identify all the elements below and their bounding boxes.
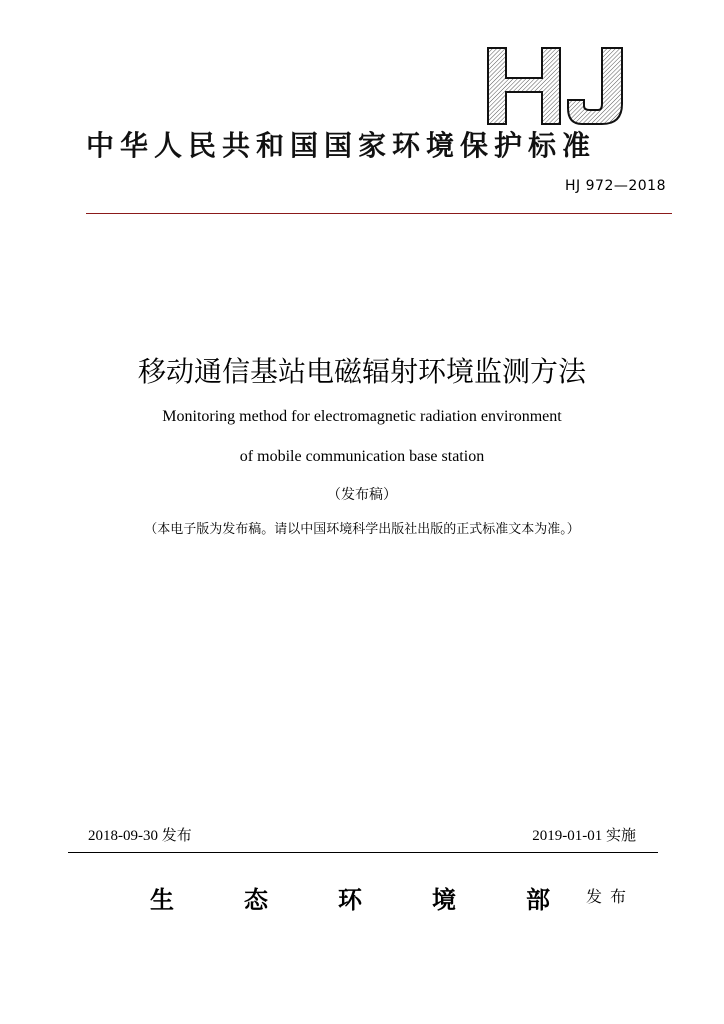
release-date: 2018-09-30 发布 <box>88 828 192 844</box>
ministry-char: 生 <box>150 885 174 914</box>
logo-h-shape <box>488 48 560 124</box>
hj-logo <box>484 44 644 128</box>
standard-code: HJ 972—2018 <box>565 178 666 194</box>
document-title-english-line1: Monitoring method for electromagnetic radiation environment <box>162 408 562 425</box>
standard-organization-title: 中华人民共和国国家环境保护标准 <box>86 129 597 162</box>
ministry-char: 境 <box>432 885 456 914</box>
footer-divider <box>68 852 658 853</box>
draft-label: （发布稿） <box>327 487 397 503</box>
issuing-ministry <box>150 880 550 915</box>
ministry-char: 部 <box>526 885 550 914</box>
document-title-chinese: 移动通信基站电磁辐射环境监测方法 <box>137 355 586 388</box>
implementation-date: 2019-01-01 实施 <box>532 828 636 844</box>
ministry-char: 环 <box>338 885 362 914</box>
edition-note: （本电子版为发布稿。请以中国环境科学出版社出版的正式标准文本为准。） <box>144 522 580 537</box>
document-title-english-line2: of mobile communication base station <box>239 448 485 465</box>
header-divider <box>86 213 672 214</box>
logo-j-shape <box>568 48 622 124</box>
hj-logo-graphic <box>484 44 644 128</box>
ministry-char: 态 <box>244 885 268 914</box>
publish-label: 发布 <box>586 887 635 906</box>
